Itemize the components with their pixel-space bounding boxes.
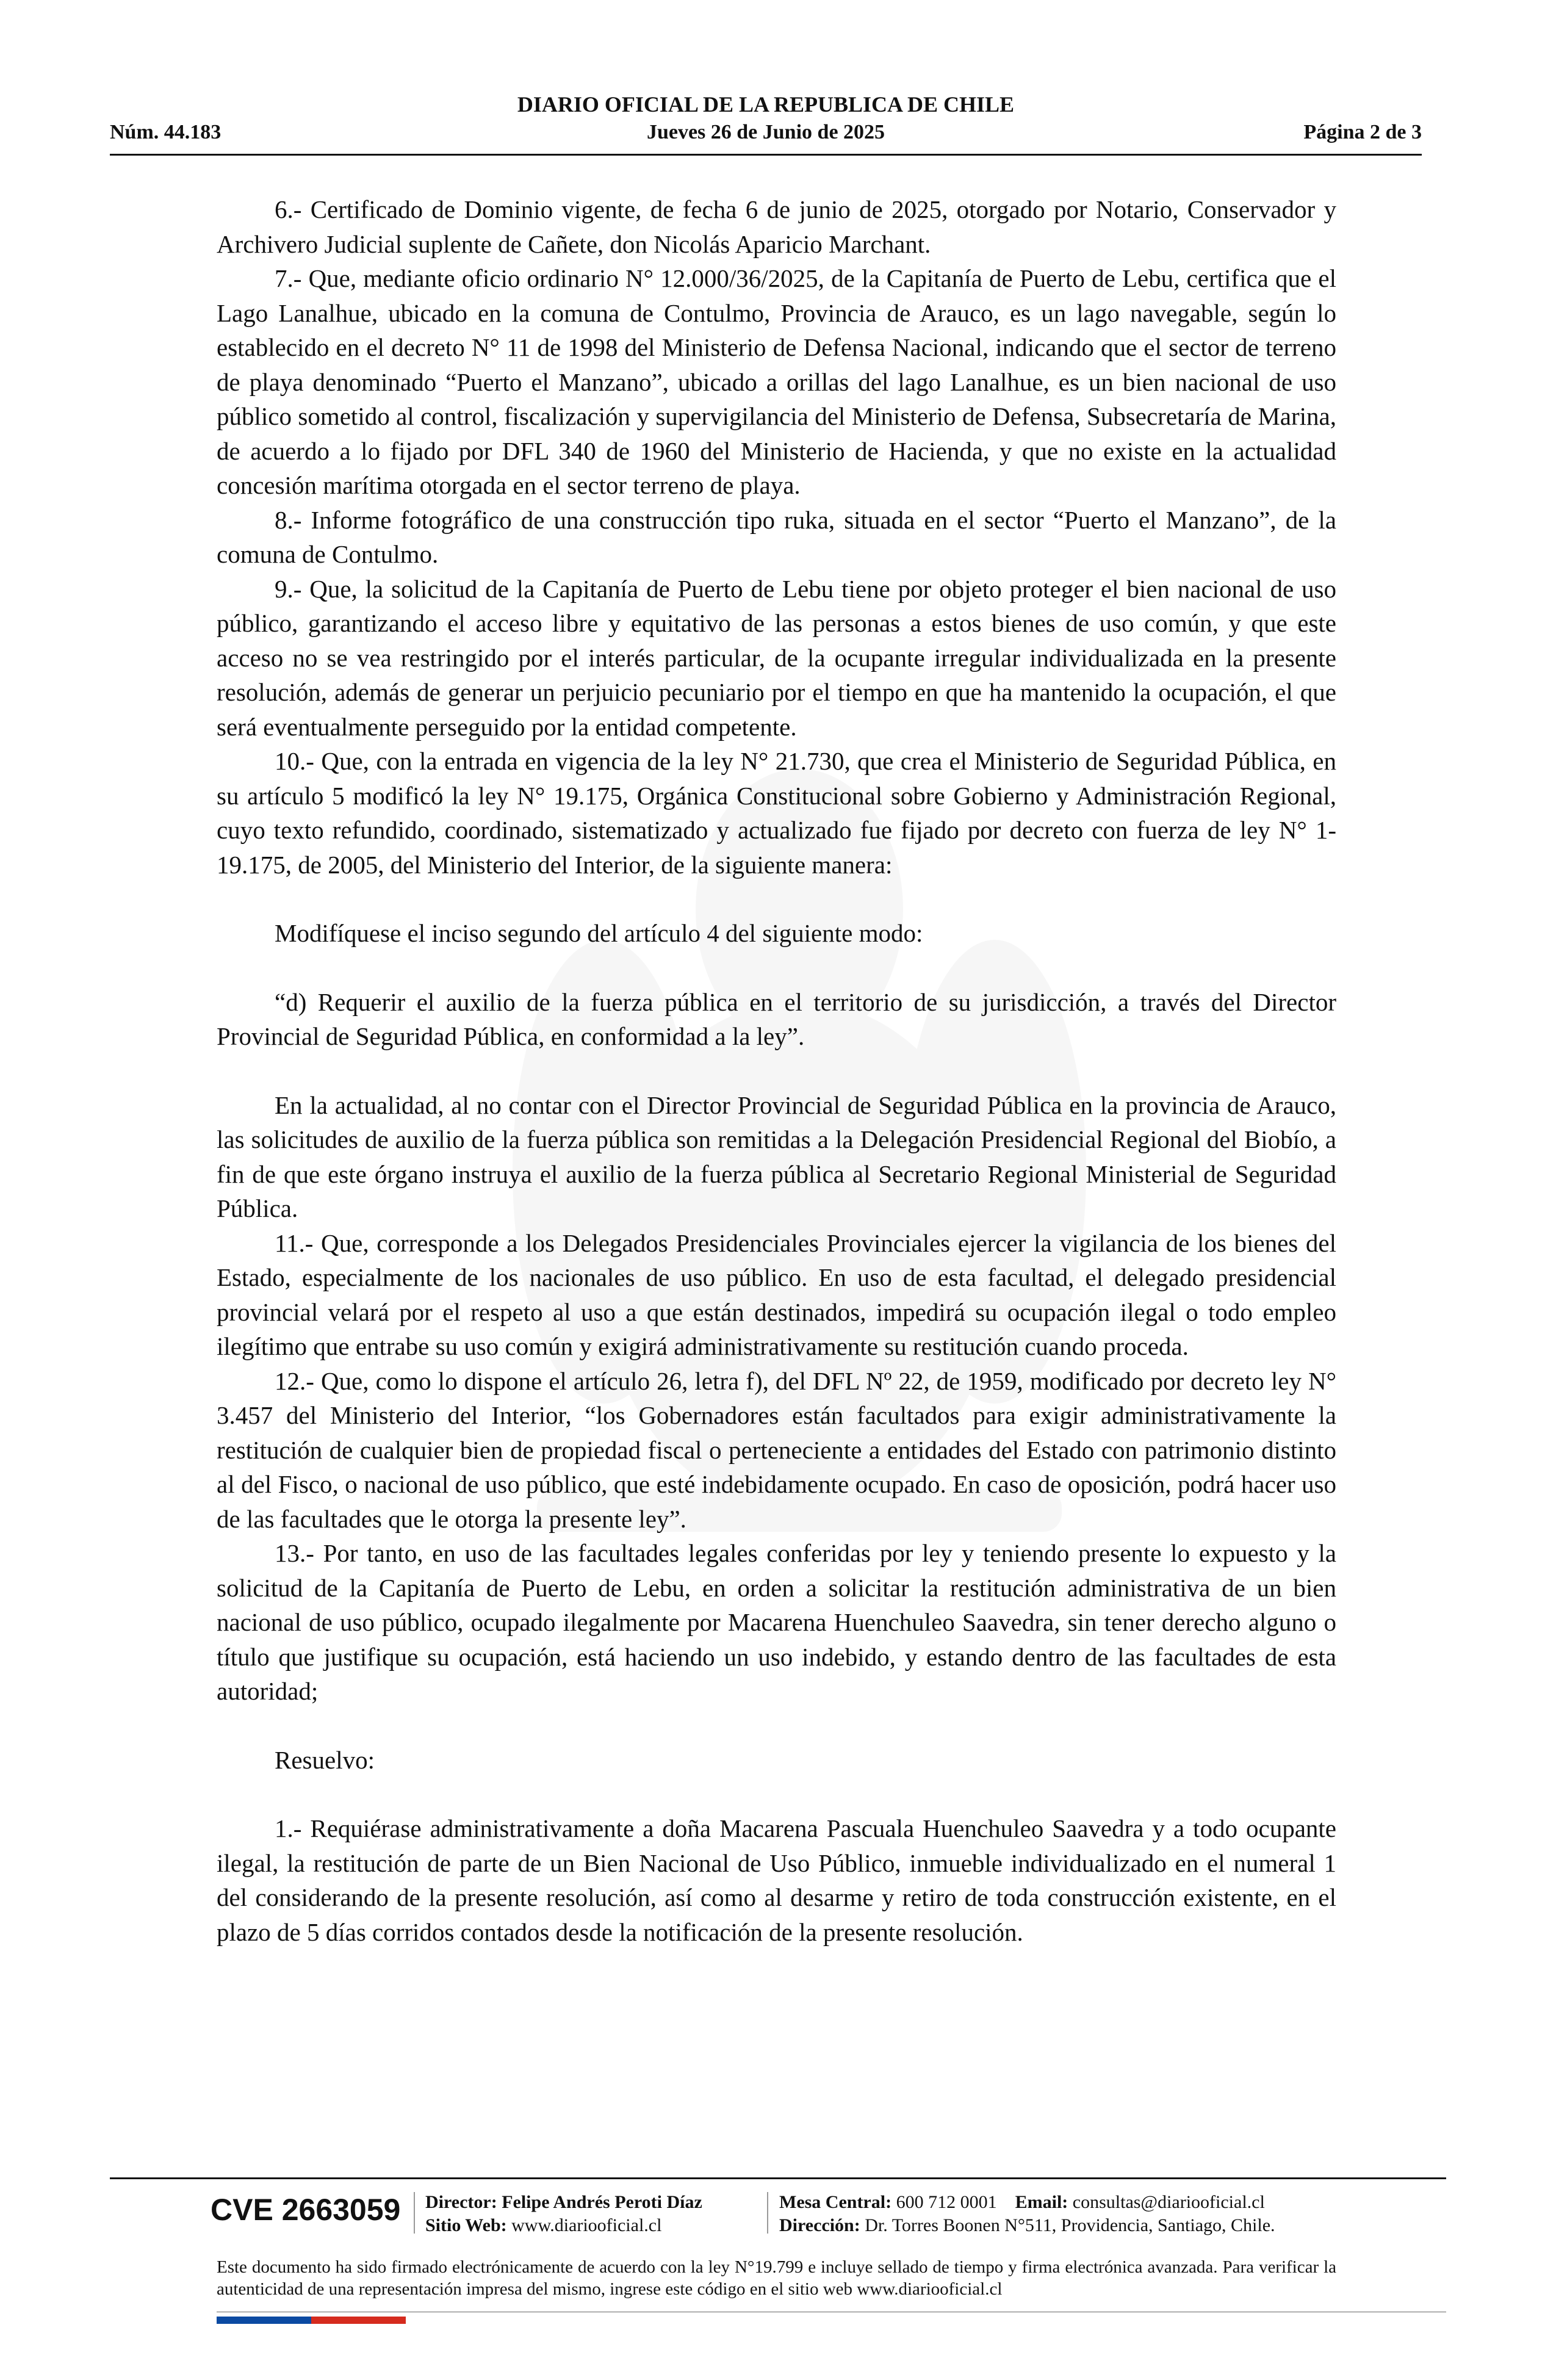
resolution-item-1: 1.- Requiérase administrativamente a doña Macarena Pascuala Huenchuleo Saavedra y a todo ocupante ilegal, la restitución de parte de un Bien Nacional de Uso Público, inmueble individualizado en el numeral 1 del considerando de la presente resolución, así como al desarme y retiro de toda construcción existente, en el plazo de 5 días corridos contados desde la notificación de la presente resolución. [217, 1814, 1336, 1946]
footer-divider [110, 2177, 1446, 2179]
director-name: Felipe Andrés Peroti Díaz [502, 2192, 702, 2212]
page-indicator: Página 2 de 3 [1303, 121, 1422, 143]
header-divider [110, 154, 1422, 156]
resuelvo-heading: Resuelvo: [275, 1745, 375, 1774]
mesa-phone: 600 712 0001 [896, 2192, 997, 2212]
email-link[interactable]: consultas@diariooficial.cl [1072, 2192, 1265, 2212]
footer-contact-block [779, 2191, 1275, 2237]
paragraph-6: 6.- Certificado de Dominio vigente, de fecha 6 de junio de 2025, otorgado por Notario, Conservador y Archivero Judicial suplente de Cañete, don Nicolás Aparicio Marchant. [217, 195, 1336, 258]
email-label: Email: [1015, 2192, 1068, 2212]
director-label: Director: [425, 2192, 497, 2212]
paragraph-quote: “d) Requerir el auxilio de la fuerza pública en el territorio de su jurisdicción, a través del Director Provincial de Seguridad Pública, en conformidad a la ley”. [217, 987, 1336, 1050]
address-value: Dr. Torres Boonen N°511, Providencia, Santiago, Chile. [865, 2215, 1275, 2235]
page-header [110, 92, 1422, 159]
site-label: Sitio Web: [425, 2215, 507, 2235]
issue-date: Jueves 26 de Junio de 2025 [646, 121, 885, 143]
site-link[interactable]: www.diariooficial.cl [511, 2215, 662, 2235]
paragraph-12: 12.- Que, como lo dispone el artículo 26, letra f), del DFL Nº 22, de 1959, modificado por decreto ley N° 3.457 del Ministerio del Interior, “los Gobernadores están facultados para exigir administrativamente la restitución de cualquier bien de propiedad fiscal o perteneciente a entidades del Estado con patrimonio distinto al del Fisco, o nacional de uso público, que esté indebidamente ocupado. En caso de oposición, podrá hacer uso de las facultades que le otorga la presente ley”. [217, 1366, 1336, 1533]
mesa-label: Mesa Central: [779, 2192, 892, 2212]
paragraph-modification: Modifíquese el inciso segundo del artículo 4 del siguiente modo: [275, 919, 923, 947]
paragraph-13: 13.- Por tanto, en uso de las facultades legales conferidas por ley y teniendo presente lo expuesto y la solicitud de la Capitanía de Puerto de Lebu, en orden a solicitar la restitución administrativa de un bien nacional de uso público, ocupado ilegalmente por Macarena Huenchuleo Saavedra, sin tener derecho alguno o título que justifique su ocupación, está haciendo un uso indebido, y estando dentro de las facultades de esta autoridad; [217, 1539, 1336, 1705]
paragraph-actualidad: En la actualidad, al no contar con el Director Provincial de Seguridad Pública en la provincia de Arauco, las solicitudes de auxilio de la fuerza pública son remitidas a la Delegación Presidencial Regional del Biobío, a fin de que este órgano instruya el auxilio de la fuerza pública al Secretario Regional Ministerial de Seguridad Pública. [217, 1091, 1336, 1222]
address-label: Dirección: [779, 2215, 860, 2235]
paragraph-7: 7.- Que, mediante oficio ordinario N° 12.000/36/2025, de la Capitanía de Puerto de Lebu, certifica que el Lago Lanalhue, ubicado en la comuna de Contulmo, Provincia de Arauco, es un lago navegable, según lo establecido en el decreto N° 11 de 1998 del Ministerio de Defensa Nacional, indicando que el sector de terreno de playa denominado “Puerto el Manzano”, ubicado a orillas del lago Lanalhue, es un bien nacional de uso público sometido al control, fiscalización y supervigilancia del Ministerio de Defensa, Subsecretaría de Marina, de acuerdo a lo fijado por DFL 340 de 1960 del Ministerio de Hacienda, y que no existe en la actualidad concesión marítima otorgada en el sector terreno de playa. [217, 264, 1336, 499]
electronic-signature-notice: Este documento ha sido firmado electrónicamente de acuerdo con la ley N°19.799 e incluye sellado de tiempo y firma electrónica avanzada. Para verificar la autenticidad de una representación impresa del mismo, ingrese este código en el sitio web www.diariooficial.cl [217, 2257, 1336, 2299]
paragraph-9: 9.- Que, la solicitud de la Capitanía de Puerto de Lebu tiene por objeto proteger el bien nacional de uso público, garantizando el acceso libre y equitativo de las personas a estos bienes de uso común, y que este acceso no se vea restringido por el interés particular, de la ocupante irregular individualizada en la presente resolución, además de generar un perjuicio pecuniario por el tiempo en que ha mantenido la ocupación, el que será eventualmente perseguido por la entidad competente. [217, 574, 1336, 741]
paragraph-10: 10.- Que, con la entrada en vigencia de la ley N° 21.730, que crea el Ministerio de Seguridad Pública, en su artículo 5 modificó la ley N° 19.175, Orgánica Constitucional sobre Gobierno y Administración Regional, cuyo texto refundido, coordinado, sistematizado y actualizado fue fijado por decreto con fuerza de ley N° 1-19.175, de 2005, del Ministerio del Interior, de la siguiente manera: [217, 747, 1336, 879]
paragraph-8: 8.- Informe fotográfico de una construcción tipo ruka, situada en el sector “Puerto el Manzano”, de la comuna de Contulmo. [217, 505, 1336, 568]
footer-separator [414, 2192, 415, 2234]
issue-number: Núm. 44.183 [110, 121, 222, 143]
chile-flag-stripe [217, 2317, 406, 2324]
footer-separator [767, 2192, 768, 2234]
document-body [217, 192, 1336, 1949]
newspaper-title: DIARIO OFICIAL DE LA REPUBLICA DE CHILE [517, 92, 1015, 117]
cve-code: CVE 2663059 [211, 2193, 401, 2227]
footer-director-block [425, 2191, 702, 2237]
flag-blue-stripe [217, 2317, 311, 2324]
flag-red-stripe [311, 2317, 406, 2324]
paragraph-11: 11.- Que, corresponde a los Delegados Presidenciales Provinciales ejercer la vigilancia de los bienes del Estado, especialmente de los nacionales de uso público. En uso de esta facultad, el delegado presidencial provincial velará por el respeto al uso a que están destinados, impedirá su ocupación ilegal o todo empleo ilegítimo que entrabe su uso común y exigirá administrativamente su restitución cuando proceda. [217, 1228, 1336, 1360]
